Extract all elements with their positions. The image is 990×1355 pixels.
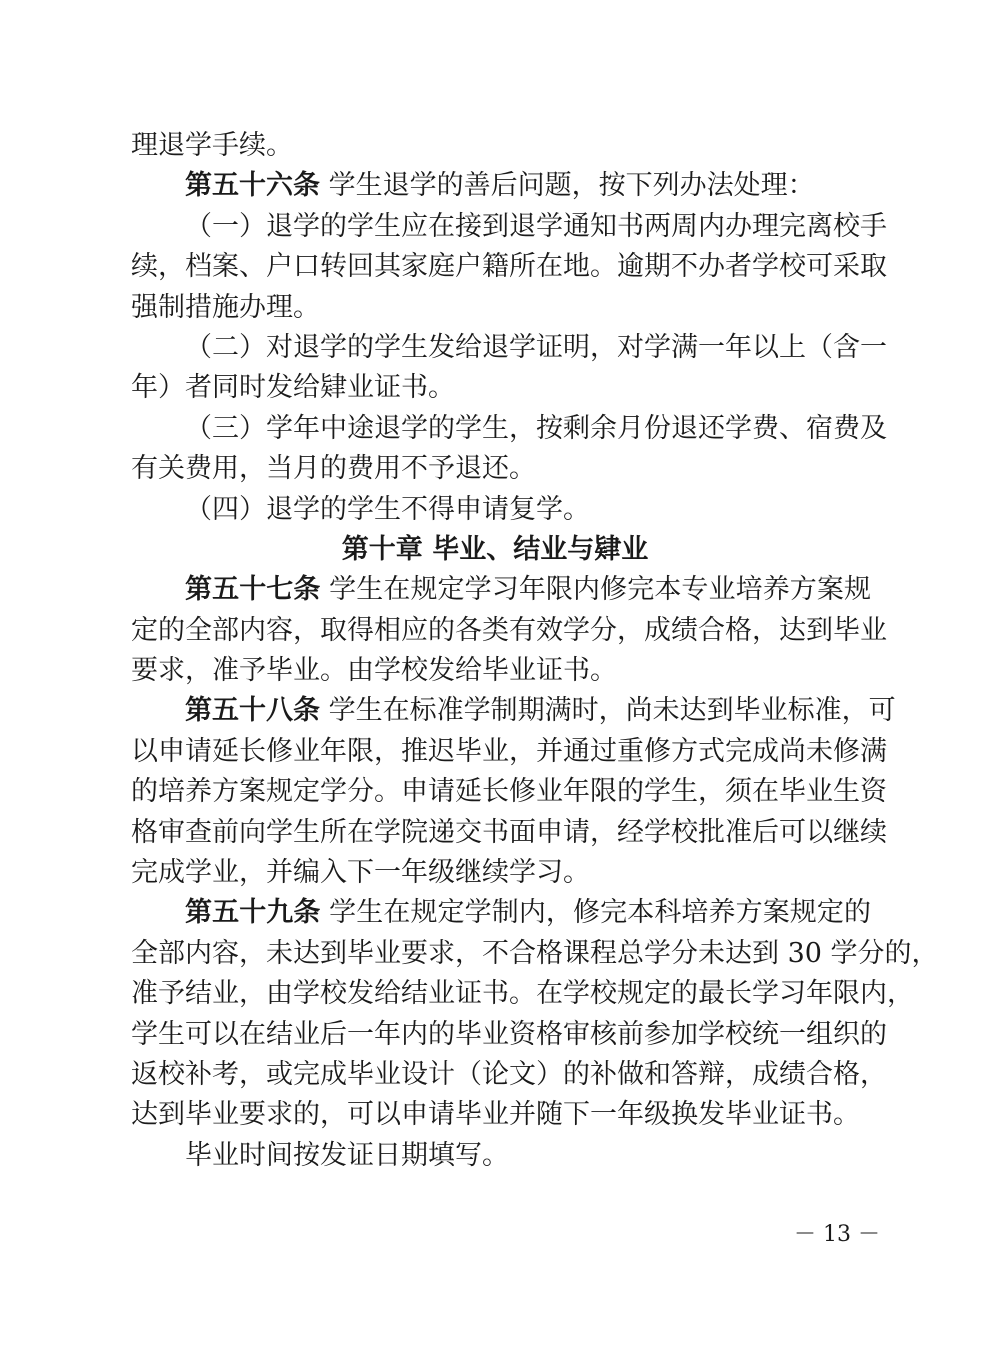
article-56 <box>185 166 871 206</box>
text-line: （一）退学的学生应在接到退学通知书两周内办理完离校手 <box>185 211 887 242</box>
text-line: 有关费用，当月的费用不予退还。 <box>131 453 536 484</box>
article-57 <box>185 570 871 610</box>
text-line: 要求，准予毕业。由学校发给毕业证书。 <box>131 655 617 686</box>
text-line: 返校补考，或完成毕业设计（论文）的补做和答辩，成绩合格， <box>131 1059 887 1090</box>
text-line: 准予结业，由学校发给结业证书。在学校规定的最长学习年限内， <box>131 978 914 1009</box>
text-line: 的培养方案规定学分。申请延长修业年限的学生，须在毕业生资 <box>131 776 887 807</box>
text-line: 续，档案、户口转回其家庭户籍所在地。逾期不办者学校可采取 <box>131 251 887 282</box>
article-59 <box>185 893 871 933</box>
text-line: 达到毕业要求的，可以申请毕业并随下一年级换发毕业证书。 <box>131 1099 860 1130</box>
text-line: 理退学手续。 <box>131 130 293 161</box>
text-line: 以申请延长修业年限，推迟毕业，并通过重修方式完成尚未修满 <box>131 736 887 767</box>
text-line: 年）者同时发给肄业证书。 <box>131 372 455 403</box>
text-line: 学生可以在结业后一年内的毕业资格审核前参加学校统一组织的 <box>131 1019 887 1050</box>
article-text: 学生在标准学制期满时，尚未达到毕业标准，可 <box>320 695 896 726</box>
article-text: 学生在规定学制内，修完本科培养方案规定的 <box>320 897 871 928</box>
text-line: （四）退学的学生不得申请复学。 <box>185 494 590 525</box>
text-line: 格审查前向学生所在学院递交书面申请，经学校批准后可以继续 <box>131 817 887 848</box>
text-line: （二）对退学的学生发给退学证明，对学满一年以上（含一 <box>185 332 887 363</box>
text-line: （三）学年中途退学的学生，按剩余月份退还学费、宿费及 <box>185 413 887 444</box>
article-58 <box>185 691 896 731</box>
text-line: 定的全部内容，取得相应的各类有效学分，成绩合格，达到毕业 <box>131 615 887 646</box>
article-title: 第五十六条 <box>185 170 320 201</box>
article-title: 第五十七条 <box>185 574 321 605</box>
article-text: 学生退学的善后问题，按下列办法处理： <box>320 170 815 201</box>
chapter-heading: 第十章 毕业、结业与肄业 <box>341 534 649 565</box>
text-line: 毕业时间按发证日期填写。 <box>185 1140 509 1171</box>
article-text: 学生在规定学习年限内修完本专业培养方案规 <box>320 574 871 605</box>
text-line: 完成学业，并编入下一年级继续学习。 <box>131 857 590 888</box>
article-title: 第五十九条 <box>185 897 321 928</box>
article-title: 第五十八条 <box>185 695 320 726</box>
text-line: 强制措施办理。 <box>131 292 320 323</box>
text-line: 全部内容，未达到毕业要求，不合格课程总学分未达到 30 学分的， <box>131 938 939 969</box>
page-number: － 13 － <box>794 1222 880 1247</box>
